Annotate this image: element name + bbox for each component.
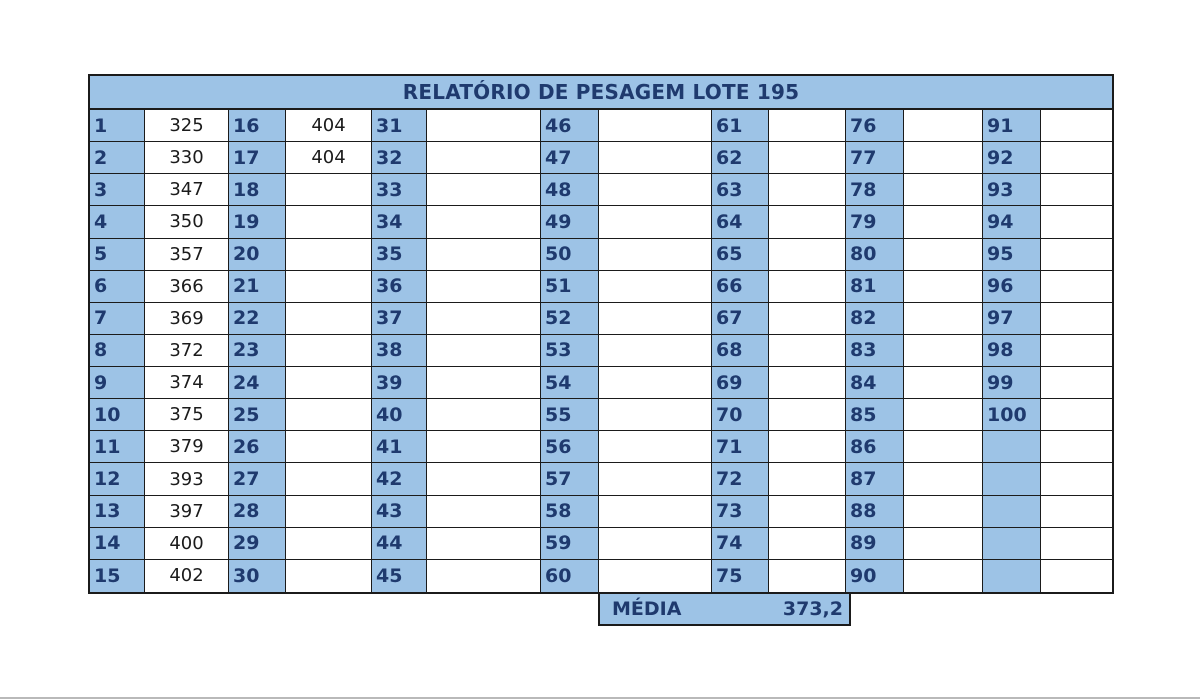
- weight-value-cell: [1041, 463, 1112, 495]
- weight-value-cell: [427, 399, 541, 431]
- weight-value-cell: [427, 367, 541, 399]
- item-number-cell: 78: [846, 174, 904, 206]
- item-number-cell: 36: [372, 271, 427, 303]
- item-number-cell: 77: [846, 142, 904, 174]
- weight-value-cell: 350: [145, 206, 229, 238]
- weight-value-cell: [769, 367, 846, 399]
- item-number-cell: 50: [541, 239, 599, 271]
- item-number-cell: 10: [90, 399, 145, 431]
- item-number-cell: 65: [712, 239, 769, 271]
- item-number-cell: 32: [372, 142, 427, 174]
- weight-value-cell: 402: [145, 560, 229, 592]
- item-number-cell: 92: [983, 142, 1041, 174]
- item-number-cell: 66: [712, 271, 769, 303]
- item-number-cell: 15: [90, 560, 145, 592]
- weight-value-cell: [599, 142, 712, 174]
- item-number-cell: 71: [712, 431, 769, 463]
- item-number-cell: 69: [712, 367, 769, 399]
- item-number-cell: 95: [983, 239, 1041, 271]
- item-number-cell: 84: [846, 367, 904, 399]
- item-number-cell: 56: [541, 431, 599, 463]
- item-number-cell: 76: [846, 110, 904, 142]
- weight-value-cell: [286, 560, 372, 592]
- weight-value-cell: [904, 496, 983, 528]
- weight-value-cell: 379: [145, 431, 229, 463]
- weight-value-cell: [427, 239, 541, 271]
- item-number-cell: 25: [229, 399, 286, 431]
- item-number-cell: 48: [541, 174, 599, 206]
- item-number-cell: 88: [846, 496, 904, 528]
- item-number-cell: 9: [90, 367, 145, 399]
- weight-value-cell: [599, 496, 712, 528]
- item-number-cell: 58: [541, 496, 599, 528]
- item-number-cell: 44: [372, 528, 427, 560]
- weight-value-cell: [1041, 110, 1112, 142]
- weight-value-cell: [904, 399, 983, 431]
- item-number-cell: 94: [983, 206, 1041, 238]
- item-number-cell: 67: [712, 303, 769, 335]
- weight-value-cell: [904, 174, 983, 206]
- weight-value-cell: 404: [286, 110, 372, 142]
- item-number-cell: 34: [372, 206, 427, 238]
- item-number-cell: 18: [229, 174, 286, 206]
- weight-value-cell: [1041, 335, 1112, 367]
- item-number-cell: 60: [541, 560, 599, 592]
- weight-value-cell: [427, 142, 541, 174]
- weights-grid: [90, 110, 1112, 592]
- item-number-cell: 73: [712, 496, 769, 528]
- item-number-cell: 26: [229, 431, 286, 463]
- weight-value-cell: [286, 239, 372, 271]
- weight-value-cell: [1041, 560, 1112, 592]
- item-number-cell: 6: [90, 271, 145, 303]
- item-number-cell: 20: [229, 239, 286, 271]
- weight-value-cell: [599, 174, 712, 206]
- weight-value-cell: [769, 560, 846, 592]
- item-number-cell: 31: [372, 110, 427, 142]
- page-bottom-divider: [0, 697, 1200, 699]
- weight-value-cell: [599, 271, 712, 303]
- weight-value-cell: [1041, 367, 1112, 399]
- weight-value-cell: [769, 528, 846, 560]
- weight-value-cell: [1041, 496, 1112, 528]
- weight-value-cell: [599, 463, 712, 495]
- item-number-cell: 72: [712, 463, 769, 495]
- weight-value-cell: [904, 560, 983, 592]
- item-number-cell: 55: [541, 399, 599, 431]
- weight-value-cell: [599, 367, 712, 399]
- weight-value-cell: [1041, 303, 1112, 335]
- item-number-cell: [983, 431, 1041, 463]
- average-label: MÉDIA: [612, 598, 682, 620]
- weight-value-cell: [769, 206, 846, 238]
- weight-value-cell: [904, 142, 983, 174]
- item-number-cell: 12: [90, 463, 145, 495]
- weight-value-cell: [904, 463, 983, 495]
- weight-value-cell: [427, 528, 541, 560]
- weight-value-cell: [904, 367, 983, 399]
- item-number-cell: 16: [229, 110, 286, 142]
- item-number-cell: [983, 463, 1041, 495]
- item-number-cell: 97: [983, 303, 1041, 335]
- weight-value-cell: 404: [286, 142, 372, 174]
- weight-value-cell: [286, 496, 372, 528]
- weight-value-cell: 325: [145, 110, 229, 142]
- item-number-cell: 29: [229, 528, 286, 560]
- item-number-cell: 1: [90, 110, 145, 142]
- weight-value-cell: [904, 431, 983, 463]
- item-number-cell: 91: [983, 110, 1041, 142]
- item-number-cell: 99: [983, 367, 1041, 399]
- item-number-cell: 46: [541, 110, 599, 142]
- item-number-cell: 22: [229, 303, 286, 335]
- weight-value-cell: [1041, 239, 1112, 271]
- item-number-cell: 83: [846, 335, 904, 367]
- item-number-cell: 39: [372, 367, 427, 399]
- weight-value-cell: [427, 174, 541, 206]
- item-number-cell: 49: [541, 206, 599, 238]
- item-number-cell: 35: [372, 239, 427, 271]
- report-title: RELATÓRIO DE PESAGEM LOTE 195: [402, 80, 800, 104]
- item-number-cell: 63: [712, 174, 769, 206]
- item-number-cell: 57: [541, 463, 599, 495]
- weight-value-cell: 347: [145, 174, 229, 206]
- weight-value-cell: [904, 335, 983, 367]
- weight-value-cell: [286, 431, 372, 463]
- weight-value-cell: 374: [145, 367, 229, 399]
- item-number-cell: 7: [90, 303, 145, 335]
- weight-value-cell: [1041, 271, 1112, 303]
- weight-value-cell: 397: [145, 496, 229, 528]
- weight-value-cell: 375: [145, 399, 229, 431]
- weight-value-cell: [427, 206, 541, 238]
- item-number-cell: 13: [90, 496, 145, 528]
- item-number-cell: [983, 496, 1041, 528]
- item-number-cell: 98: [983, 335, 1041, 367]
- item-number-cell: 90: [846, 560, 904, 592]
- weight-value-cell: [904, 271, 983, 303]
- weight-value-cell: 372: [145, 335, 229, 367]
- item-number-cell: 11: [90, 431, 145, 463]
- weight-value-cell: [427, 463, 541, 495]
- item-number-cell: 86: [846, 431, 904, 463]
- item-number-cell: 42: [372, 463, 427, 495]
- item-number-cell: 87: [846, 463, 904, 495]
- average-value: 373,2: [782, 598, 843, 620]
- weight-value-cell: [599, 303, 712, 335]
- item-number-cell: 38: [372, 335, 427, 367]
- item-number-cell: [983, 560, 1041, 592]
- item-number-cell: 3: [90, 174, 145, 206]
- item-number-cell: 62: [712, 142, 769, 174]
- item-number-cell: 17: [229, 142, 286, 174]
- item-number-cell: 27: [229, 463, 286, 495]
- item-number-cell: 89: [846, 528, 904, 560]
- weight-value-cell: [286, 271, 372, 303]
- weighing-report-sheet: [88, 74, 1114, 594]
- item-number-cell: 85: [846, 399, 904, 431]
- item-number-cell: 28: [229, 496, 286, 528]
- weight-value-cell: [286, 174, 372, 206]
- item-number-cell: 19: [229, 206, 286, 238]
- weight-value-cell: [599, 335, 712, 367]
- weight-value-cell: [769, 335, 846, 367]
- weight-value-cell: [599, 431, 712, 463]
- item-number-cell: 64: [712, 206, 769, 238]
- item-number-cell: 54: [541, 367, 599, 399]
- weight-value-cell: [286, 399, 372, 431]
- weight-value-cell: [769, 174, 846, 206]
- item-number-cell: 59: [541, 528, 599, 560]
- item-number-cell: 43: [372, 496, 427, 528]
- item-number-cell: 45: [372, 560, 427, 592]
- weight-value-cell: [769, 399, 846, 431]
- item-number-cell: 4: [90, 206, 145, 238]
- weight-value-cell: [427, 560, 541, 592]
- weight-value-cell: [427, 271, 541, 303]
- item-number-cell: 74: [712, 528, 769, 560]
- weight-value-cell: [286, 528, 372, 560]
- item-number-cell: 47: [541, 142, 599, 174]
- weight-value-cell: [599, 239, 712, 271]
- weight-value-cell: [904, 239, 983, 271]
- item-number-cell: 100: [983, 399, 1041, 431]
- weight-value-cell: [599, 528, 712, 560]
- item-number-cell: [983, 528, 1041, 560]
- weight-value-cell: [769, 239, 846, 271]
- weight-value-cell: [1041, 431, 1112, 463]
- weight-value-cell: [286, 463, 372, 495]
- weight-value-cell: [769, 271, 846, 303]
- item-number-cell: 61: [712, 110, 769, 142]
- item-number-cell: 68: [712, 335, 769, 367]
- weight-value-cell: [1041, 142, 1112, 174]
- item-number-cell: 40: [372, 399, 427, 431]
- item-number-cell: 23: [229, 335, 286, 367]
- item-number-cell: 70: [712, 399, 769, 431]
- item-number-cell: 21: [229, 271, 286, 303]
- item-number-cell: 5: [90, 239, 145, 271]
- item-number-cell: 51: [541, 271, 599, 303]
- weight-value-cell: [427, 496, 541, 528]
- item-number-cell: 96: [983, 271, 1041, 303]
- item-number-cell: 8: [90, 335, 145, 367]
- weight-value-cell: [1041, 399, 1112, 431]
- weight-value-cell: [769, 303, 846, 335]
- item-number-cell: 24: [229, 367, 286, 399]
- weight-value-cell: [904, 206, 983, 238]
- weight-value-cell: [904, 528, 983, 560]
- item-number-cell: 37: [372, 303, 427, 335]
- weight-value-cell: [427, 431, 541, 463]
- average-box: [598, 592, 851, 626]
- weight-value-cell: [904, 303, 983, 335]
- weight-value-cell: [286, 303, 372, 335]
- weight-value-cell: [286, 335, 372, 367]
- item-number-cell: 75: [712, 560, 769, 592]
- weight-value-cell: [599, 206, 712, 238]
- item-number-cell: 82: [846, 303, 904, 335]
- weight-value-cell: [599, 399, 712, 431]
- weight-value-cell: 400: [145, 528, 229, 560]
- weight-value-cell: 366: [145, 271, 229, 303]
- weight-value-cell: [599, 110, 712, 142]
- weight-value-cell: [769, 142, 846, 174]
- item-number-cell: 53: [541, 335, 599, 367]
- item-number-cell: 14: [90, 528, 145, 560]
- item-number-cell: 81: [846, 271, 904, 303]
- item-number-cell: 2: [90, 142, 145, 174]
- weight-value-cell: [286, 367, 372, 399]
- weight-value-cell: [769, 110, 846, 142]
- weight-value-cell: [769, 496, 846, 528]
- weight-value-cell: [427, 303, 541, 335]
- weight-value-cell: [904, 110, 983, 142]
- item-number-cell: 41: [372, 431, 427, 463]
- weight-value-cell: [769, 431, 846, 463]
- weight-value-cell: [427, 110, 541, 142]
- weight-value-cell: [769, 463, 846, 495]
- weight-value-cell: 330: [145, 142, 229, 174]
- weight-value-cell: 369: [145, 303, 229, 335]
- item-number-cell: 52: [541, 303, 599, 335]
- report-title-bar: [90, 76, 1112, 110]
- item-number-cell: 93: [983, 174, 1041, 206]
- weight-value-cell: [427, 335, 541, 367]
- weight-value-cell: [1041, 206, 1112, 238]
- weight-value-cell: 357: [145, 239, 229, 271]
- weight-value-cell: [286, 206, 372, 238]
- weight-value-cell: [599, 560, 712, 592]
- item-number-cell: 30: [229, 560, 286, 592]
- item-number-cell: 33: [372, 174, 427, 206]
- weight-value-cell: [1041, 528, 1112, 560]
- item-number-cell: 79: [846, 206, 904, 238]
- item-number-cell: 80: [846, 239, 904, 271]
- weight-value-cell: 393: [145, 463, 229, 495]
- weight-value-cell: [1041, 174, 1112, 206]
